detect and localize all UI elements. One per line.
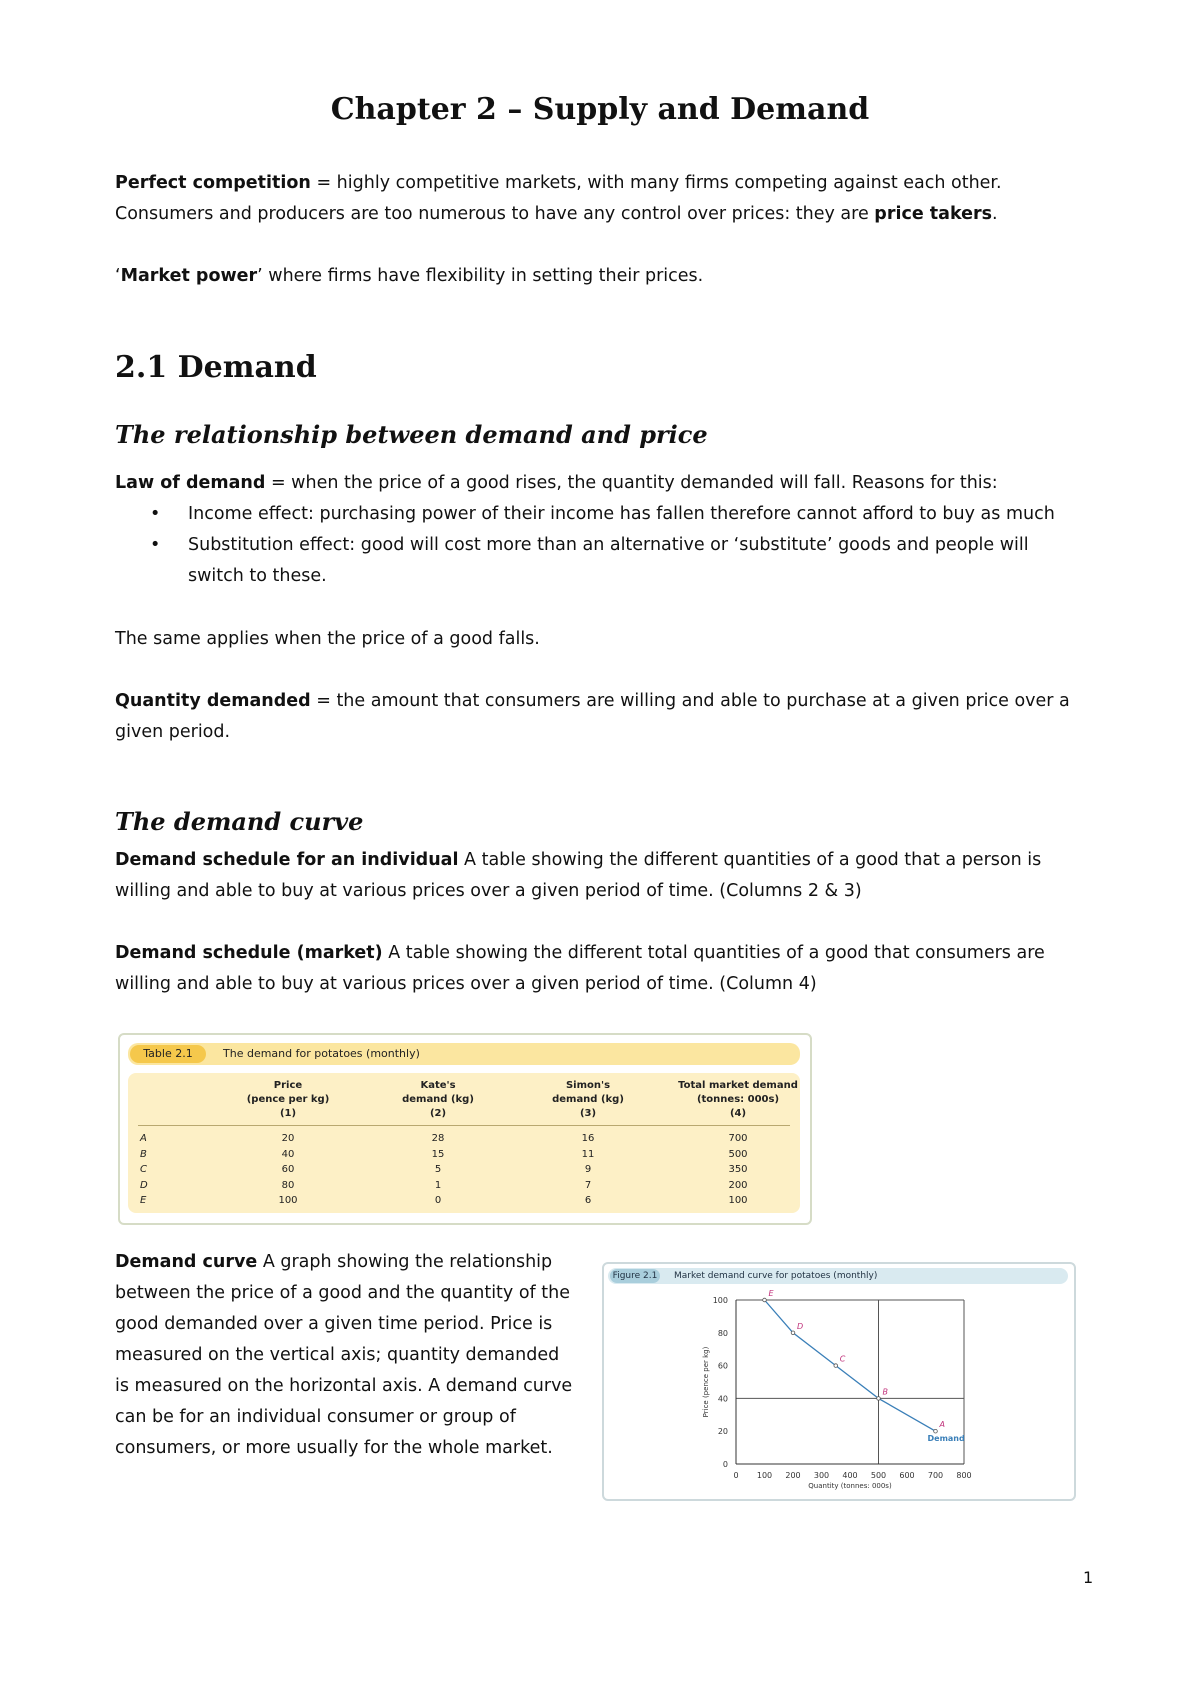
bullet-dot: • <box>150 535 161 555</box>
market-schedule-text: A table showing the different total quantities of a good that consumers are willing and able to buy at various prices over a given period of time. (Column 4) <box>115 943 1045 994</box>
x-axis-label: Quantity (tonnes: 000s) <box>808 1482 892 1490</box>
data-point-d <box>791 1331 795 1335</box>
table-row <box>128 1147 800 1162</box>
row-label: B <box>140 1148 147 1160</box>
section-heading-demand: 2.1 Demand <box>115 350 317 385</box>
subheading-demand-curve: The demand curve <box>115 807 364 836</box>
quantity-demanded-paragraph <box>115 686 1090 748</box>
x-tick-label: 200 <box>785 1471 801 1480</box>
data-point-b <box>877 1397 881 1401</box>
point-label-e: E <box>768 1289 774 1298</box>
header-line: (tonnes: 000s) <box>696 1094 780 1105</box>
bullet-text: Substitution effect: good will cost more than an alternative or ‘substitute’ goods and people will switch to these. <box>188 535 1029 586</box>
individual-schedule-term: Demand schedule for an individual <box>115 850 459 870</box>
cell-total: 700 <box>728 1133 748 1144</box>
data-point-c <box>834 1364 838 1368</box>
cell-simon: 9 <box>584 1164 592 1175</box>
cell-simon: 16 <box>581 1133 595 1144</box>
header-line: (4) <box>729 1108 747 1119</box>
y-tick-label: 20 <box>717 1427 728 1437</box>
cell-kate: 5 <box>434 1164 442 1175</box>
cell-simon: 7 <box>584 1179 592 1191</box>
law-of-demand-text: = when the price of a good rises, the quantity demanded will fall. Reasons for this: <box>265 473 998 493</box>
table-row <box>128 1193 800 1208</box>
cell-total: 350 <box>728 1164 748 1175</box>
header-line: Simon's <box>565 1080 611 1091</box>
page-number: 1 <box>1083 1568 1094 1587</box>
table-header-bar <box>128 1043 800 1065</box>
x-tick-label: 700 <box>927 1471 944 1480</box>
header-line: Price <box>273 1080 303 1091</box>
table-row <box>128 1178 800 1193</box>
header-line: demand (kg) <box>552 1094 624 1105</box>
period: . <box>992 204 998 224</box>
page-title: Chapter 2 – Supply and Demand <box>330 92 870 127</box>
x-tick-label: 600 <box>899 1471 915 1480</box>
perfect-competition-text: = highly competitive markets, with many firms competing against each other. Consumers and producers are too numerous to have any control over prices: they are <box>115 173 1002 224</box>
row-label: A <box>140 1133 147 1144</box>
law-of-demand-term: Law of demand <box>115 473 266 493</box>
demand-table <box>118 1033 812 1225</box>
row-label: D <box>140 1179 148 1191</box>
column-header-total <box>673 1079 803 1121</box>
price-takers-term: price takers <box>874 204 993 224</box>
point-label-b: B <box>882 1387 888 1397</box>
market-power-text: ’ where firms have flexibility in setting their prices. <box>257 266 704 286</box>
individual-schedule-paragraph <box>115 845 1090 907</box>
x-tick-label: 400 <box>842 1471 858 1480</box>
figure-caption: Market demand curve for potatoes (monthly) <box>674 1271 878 1281</box>
table-divider <box>138 1125 790 1126</box>
market-schedule-term: Demand schedule (market) <box>115 943 383 963</box>
x-tick-label: 0 <box>733 1471 739 1480</box>
individual-schedule-text: A table showing the different quantities of a good that a person is willing and able to buy at various prices over a given period of time. (Columns 2 & 3) <box>115 850 1042 901</box>
header-line: (pence per kg) <box>246 1094 330 1105</box>
header-line: (2) <box>429 1108 447 1119</box>
x-tick-label: 800 <box>956 1471 972 1480</box>
cell-kate: 1 <box>434 1179 442 1191</box>
cell-price: 100 <box>278 1195 298 1206</box>
demand-curve-figure <box>602 1262 1076 1501</box>
cell-kate: 28 <box>431 1133 445 1144</box>
demand-curve-line <box>765 1300 936 1431</box>
series-label: Demand <box>927 1434 965 1444</box>
y-tick-label: 0 <box>722 1460 728 1469</box>
bullet-dot: • <box>150 504 161 524</box>
cell-price: 80 <box>281 1179 295 1191</box>
demand-curve-text: A graph showing the relationship between the price of a good and the quantity of the good demanded over a given time period. Price is measured on the vertical axis; quantity demanded is measured on the horizontal axis. A demand curve can be for an individual consumer or group of consumers, or more usually for the whole market. <box>115 1252 573 1458</box>
header-line: (1) <box>279 1108 297 1119</box>
cell-total: 500 <box>728 1148 748 1160</box>
quantity-demanded-term: Quantity demanded <box>115 691 311 711</box>
x-tick-label: 100 <box>756 1471 773 1480</box>
header-line: demand (kg) <box>402 1094 474 1105</box>
cell-price: 60 <box>281 1164 295 1175</box>
column-header-kate <box>373 1079 503 1121</box>
bullet-text: Income effect: purchasing power of their income has fallen therefore cannot afford to buy as much <box>188 504 1055 524</box>
demand-chart <box>604 1264 1074 1499</box>
y-tick-label: 40 <box>717 1394 728 1404</box>
point-label-c: C <box>839 1354 846 1364</box>
table-body <box>128 1073 800 1213</box>
perfect-competition-term: Perfect competition <box>115 173 311 193</box>
subheading-relationship: The relationship between demand and price <box>115 420 708 449</box>
cell-kate: 0 <box>434 1195 442 1206</box>
point-label-d: D <box>797 1321 804 1331</box>
cell-price: 40 <box>281 1148 295 1160</box>
data-point-a <box>934 1429 938 1433</box>
figure-tag: Figure 2.1 <box>610 1269 660 1283</box>
point-label-a: A <box>939 1420 945 1430</box>
data-point-e <box>763 1298 767 1302</box>
x-tick-label: 300 <box>813 1471 830 1480</box>
column-header-simon <box>523 1079 653 1121</box>
table-caption: The demand for potatoes (monthly) <box>223 1047 420 1060</box>
table-row <box>128 1131 800 1146</box>
cell-kate: 15 <box>431 1148 445 1160</box>
cell-total: 200 <box>728 1179 748 1191</box>
market-schedule-paragraph <box>115 938 1090 1000</box>
header-line: (3) <box>579 1108 597 1119</box>
cell-simon: 11 <box>581 1148 595 1160</box>
quote-mark: ‘ <box>115 266 121 286</box>
cell-price: 20 <box>281 1133 295 1144</box>
same-applies-paragraph: The same applies when the price of a good falls. <box>115 629 540 649</box>
perfect-competition-paragraph <box>115 168 1090 230</box>
y-tick-label: 80 <box>717 1328 728 1338</box>
row-label: C <box>140 1164 147 1175</box>
market-power-term: Market power <box>120 266 258 286</box>
table-tag: Table 2.1 <box>130 1045 206 1063</box>
market-power-paragraph <box>115 261 1090 292</box>
row-label: E <box>140 1195 147 1206</box>
quantity-demanded-text: = the amount that consumers are willing and able to purchase at a given price over a given period. <box>115 691 1070 742</box>
y-tick-label: 60 <box>717 1361 728 1371</box>
cell-simon: 6 <box>584 1195 592 1206</box>
y-tick-label: 100 <box>712 1296 728 1305</box>
law-of-demand-paragraph <box>115 468 1090 499</box>
table-row <box>128 1162 800 1177</box>
x-tick-label: 500 <box>870 1471 887 1480</box>
cell-total: 100 <box>728 1195 748 1206</box>
header-line: Total market demand <box>678 1080 798 1091</box>
demand-curve-term: Demand curve <box>115 1252 258 1272</box>
demand-curve-paragraph <box>115 1247 575 1464</box>
column-header-price <box>223 1079 353 1121</box>
y-axis-label: Price (pence per kg) <box>702 1346 710 1418</box>
header-line: Kate's <box>420 1080 456 1091</box>
